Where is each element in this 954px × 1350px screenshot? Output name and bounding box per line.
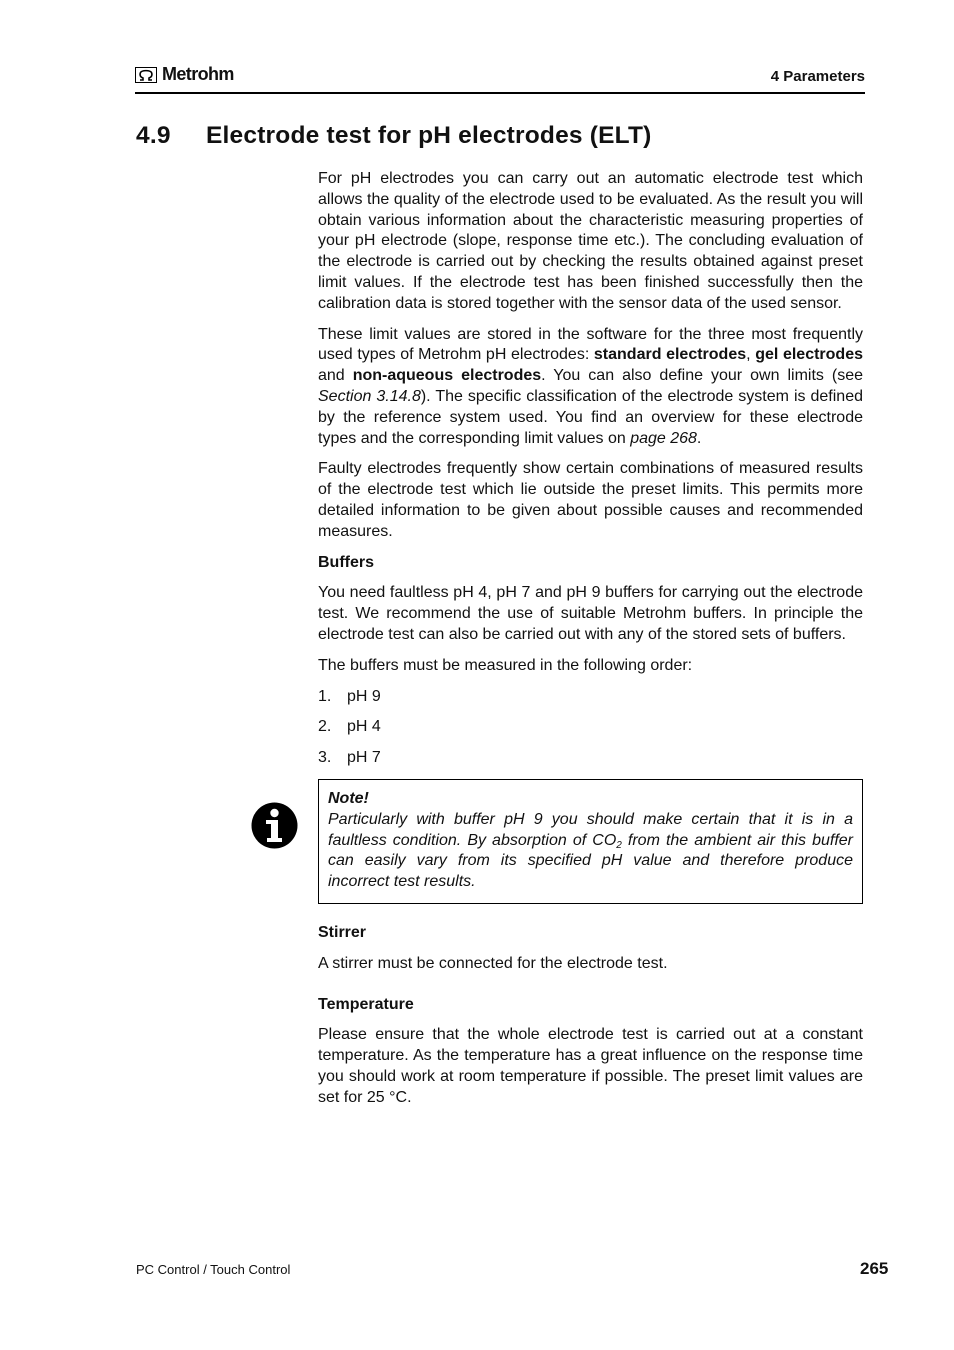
list-number: 2.: [318, 718, 332, 736]
note-text: Particularly with buffer pH 9 you should make certain that it is in a faultless condition. By absorption of CO: [328, 810, 853, 849]
footer-product: PC Control / Touch Control: [136, 1262, 291, 1277]
section-reference: Section 3.14.8: [318, 387, 421, 405]
note-text: from the ambient air this buffer can easily vary from its specified pH value and therefore produce incorrect test results.: [328, 831, 853, 891]
buffers-paragraph-1: You need faultless pH 4, pH 7 and pH 9 buffers for carrying out the electrode test. We recommend the use of suitable Metrohm buffers. In principle the electrode test can also be carried out with any of the stored sets of buffers.: [318, 584, 863, 643]
list-number: 1.: [318, 687, 332, 705]
text-run: and: [318, 367, 353, 385]
list-text: pH 4: [347, 718, 381, 736]
section-title-text: Electrode test for pH electrodes (ELT): [206, 122, 652, 149]
bold-term: gel electrodes: [755, 346, 864, 364]
list-item: [318, 687, 863, 708]
list-text: pH 9: [347, 687, 381, 705]
bold-term: standard electrodes: [593, 346, 747, 364]
list-item: [318, 748, 863, 769]
page-number: 265: [860, 1259, 889, 1278]
section-number: 4.9: [136, 122, 171, 149]
info-icon: [251, 802, 298, 849]
subscript: 2: [616, 839, 622, 851]
note-title: Note!: [328, 789, 369, 807]
logo-text: Metrohm: [162, 64, 234, 84]
list-item: [318, 717, 863, 738]
bold-term: non-aqueous electrodes: [352, 367, 542, 385]
metrohm-logo: [135, 64, 234, 85]
omega-logo-icon: [135, 67, 157, 83]
text-run: ,: [746, 346, 756, 364]
section-title: [136, 122, 652, 150]
stirrer-paragraph: A stirrer must be connected for the electrode test.: [318, 954, 668, 972]
buffers-heading: Buffers: [318, 553, 375, 571]
chapter-label: 4 Parameters: [770, 68, 865, 85]
text-run: .: [696, 429, 702, 447]
list-text: pH 7: [347, 749, 381, 767]
temperature-paragraph: Please ensure that the whole electrode test is carried out at a constant temperature. As the temperature has a great influence on the response time you should work at room temperature if possible. The preset limit values are set for 25 °C.: [318, 1026, 863, 1106]
buffers-paragraph-2: The buffers must be measured in the following order:: [318, 656, 693, 674]
page-header: [135, 62, 865, 94]
temperature-heading: Temperature: [318, 995, 414, 1013]
stirrer-heading: Stirrer: [318, 923, 367, 941]
text-run: These limit values are stored in the software for the three most frequently used types of Metrohm pH electrodes:: [318, 325, 863, 364]
text-run: ). The specific classification of the electrode system is defined by the reference system used. You find an overview for these electrode types and the corresponding limit values on: [318, 387, 863, 447]
note-box: [318, 779, 863, 904]
body-text: [318, 169, 863, 1118]
intro-paragraph-1: For pH electrodes you can carry out an automatic electrode test which allows the quality of the electrode used to be evaluated. As the result you will obtain various information about the characteristic measuring properties of your pH electrode (slope, response time etc.). The concluding evaluation of the electrode is carried out by checking the results obtained against preset limit values. If the electrode test has been finished successfully then the calibration data is stored together with the sensor data of the used sensor.: [318, 170, 863, 312]
intro-paragraph-2: [318, 325, 863, 450]
text-run: . You can also define your own limits (see: [541, 367, 864, 385]
list-number: 3.: [318, 749, 332, 767]
page-reference: page 268: [630, 429, 697, 447]
intro-paragraph-3: Faulty electrodes frequently show certain combinations of measured results of the electrode test which lie outside the preset limits. This permits more detailed information to be given about possible causes and recommended measures.: [318, 460, 863, 540]
